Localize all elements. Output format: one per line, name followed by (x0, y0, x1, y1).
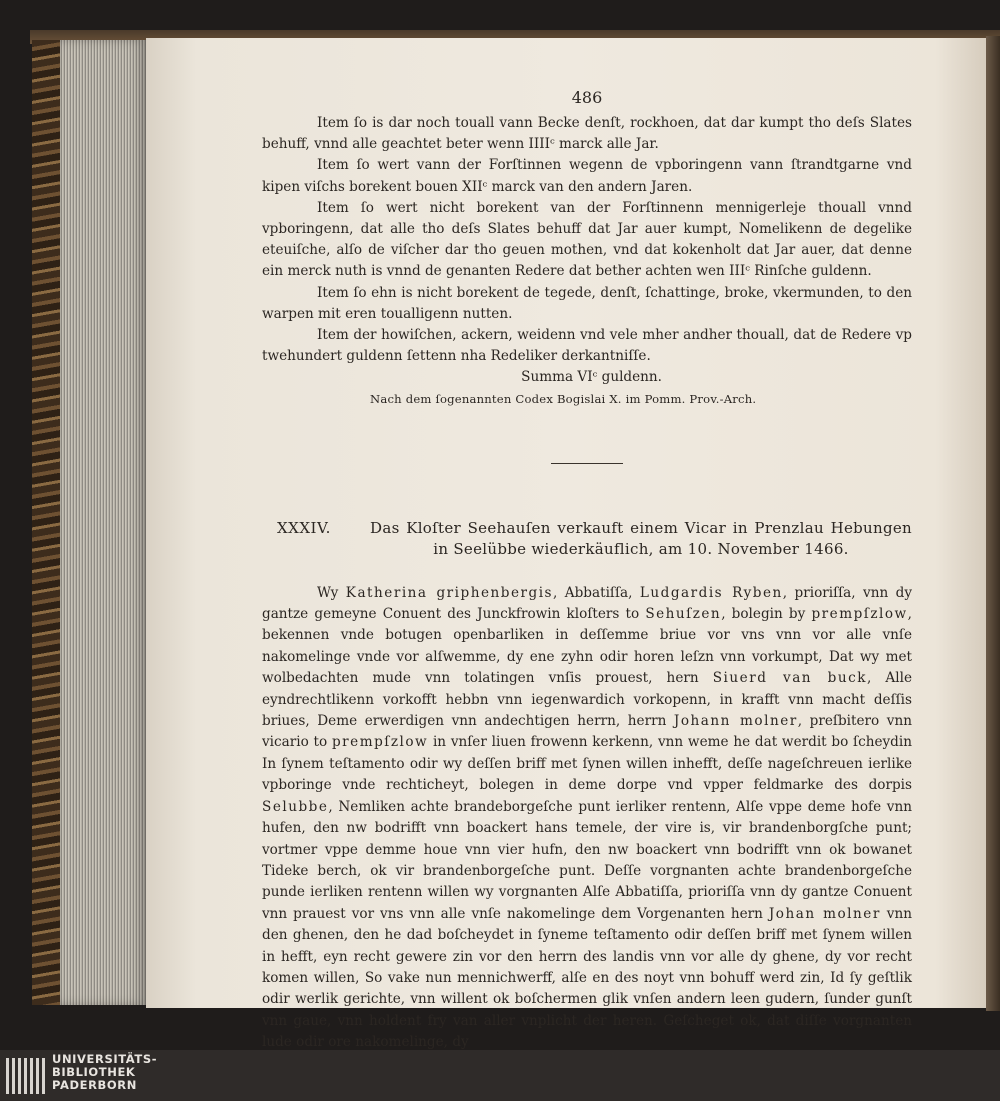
charter-paragraph: Wy Katherina griphenbergis, Abbatiſſa, Ludgardis Ryben, prioriſſa, vnn dy gantze gemeyne Conuent des Junckfrowin kloſters to Sehuſzen, bolegin by prempſzlow, bekennen vnde botugen openbarliken in deſſemme briue vor vns vnn vor alle vnſe nakomelinge vnde vor alſwemme, dy ene zyhn odir horen leſzn vnn vorkumpt, Dat wy met wolbedachten mude vnn tolatingen vnſis prouest, hern Siuerd van buck, Alle eyndrechtlikenn vorkofft hebbn vnn iegenwardich vorkopenn, in krafft vnn macht deſſis briues, Deme erwerdigen vnn andechtigen herrn, herrn Johann molner, preſbitero vnn vicario to prempſzlow in vnſer liuen frowenn kerkenn, vnn weme he dat werdit bo ſcheydin In ſynem teſtamento odir wy deſſen briff met ſynen willen inhefft, deſſe nageſchreuen ierlike vpboringe vnde rechticheyt, bolegen in deme dorpe vnd vpper feldmarke des dorpis Selubbe, Nemliken achte brandeborgeſche punt ierliker rentenn, Alſe vppe deme hofe vnn hufen, den nw bodrifft vnn boackert hans temele, der vire is, vir brandenborgſche punt; vortmer vppe demme houe vnn vier hufn, den nw boackert vnn bodrifft vnn ok bowanet Tideke berch, ok vir brandenborgeſche punt. Deſſe vorgnanten achte brandenborgeſche punde ierliken rentenn willen wy vorgnanten Alſe Abbatiſſa, prioriſſa vnn dy gantze Conuent vnn prauest vor vns vnn alle vnſe nakomelinge dem Vorgenanten hern Johan molner vnn den ghenen, den he dad boſcheydet in ſyneme teſtamento odir deſſen briff met ſynem willen in hefft, eyn recht gewere zin vor den herrn des landis vnn vor alle dy ghene, dy vor recht komen willen, So vake nun mennichwerff, alſe en des noyt vnn bohuff werd zin, Id ſy geſtlik odir werlik gerichte, vnn willent ok boſchermen glik vnſen andern leen gudern, ſunder gunſt vnn gaue, vnn holdent fry van aller vnplicht der heren. Geſcheget ok, dat diſſe vorgnanten lude odir ore nakomelinge, dy (262, 584, 913, 1050)
charter-text (262, 583, 912, 1050)
spaced-name: prempſzlow (811, 606, 908, 623)
library-logo-line: BIBLIOTHEK (52, 1065, 136, 1079)
spaced-name: Johann molner (673, 713, 798, 730)
page-content (262, 88, 912, 1050)
library-logo-mark-icon (6, 1058, 46, 1094)
paragraph: Item ſo is dar noch touall vann Becke denſt, rockhoen, dat dar kumpt tho deſs Slates behuff, vnnd alle geachtet beter wenn IIIIᶜ marck alle Jar. (262, 115, 912, 153)
section-title: Das Kloſter Seehauſen verkauft einem Vicar in Prenzlau Hebungen in Seelübbe wiederkäuflich, am 10. November 1466. (370, 518, 912, 558)
source-note: Nach dem ſogenannten Codex Bogislai X. im Pomm. Prov.-Arch. (370, 391, 757, 406)
spaced-name: Ludgardis Ryben (639, 584, 783, 601)
summa-line: Summa VIᶜ guldenn. (521, 369, 662, 386)
spaced-name: Selubbe (262, 798, 329, 815)
paragraph: Item der howiſchen, ackern, weidenn vnd vele mher andher thouall, dat de Redere vp twehundert guldenn ſettenn nha Redeliker derkantniſſe. (262, 327, 912, 365)
library-logo (0, 1050, 1000, 1101)
library-logo-text (52, 1053, 157, 1092)
section-heading (262, 518, 912, 560)
right-cover-edge (986, 36, 1000, 1011)
spaced-name: prempſzlow (331, 734, 429, 751)
spaced-name: Johan molner (768, 905, 881, 922)
spaced-name: Siuerd van buck (712, 670, 867, 687)
paragraph: Item ſo wert vann der Forſtinnen wegenn de vpboringenn vann ſtrandtgarne vnd kipen viſchs borekent bouen XIIᶜ marck van den andern Jaren. (262, 157, 912, 195)
section-divider (551, 463, 623, 464)
library-logo-line: UNIVERSITÄTS- (52, 1052, 158, 1066)
paragraph: Item ſo ehn is nicht borekent de tegede, denſt, ſchattinge, broke, vkermunden, to den warpen mit eren toualligenn nutten. (262, 284, 912, 322)
spaced-name: Sehuſzen (645, 606, 722, 623)
spaced-name: Katherina griphenbergis (345, 584, 554, 601)
page-edges (60, 40, 146, 1005)
library-logo-line: PADERBORN (52, 1078, 137, 1092)
book-spine (32, 40, 61, 1005)
section-number: XXXIV. (277, 518, 331, 537)
paragraph: Item ſo wert nicht borekent van der Forſtinnenn mennigerleje thouall vnnd vpboringenn, dat alle tho deſs Slates behuff dat Jar auer kumpt, Nomelikenn de degelike eteuiſche, alſo de viſcher dar tho geuen mothen, vnd dat kokenholt dat Jar auer, dat denne ein merck nuth is vnnd de genanten Redere dat bether achten wen IIIᶜ Rinſche guldenn. (262, 199, 912, 280)
page-number: 486 (571, 88, 603, 107)
